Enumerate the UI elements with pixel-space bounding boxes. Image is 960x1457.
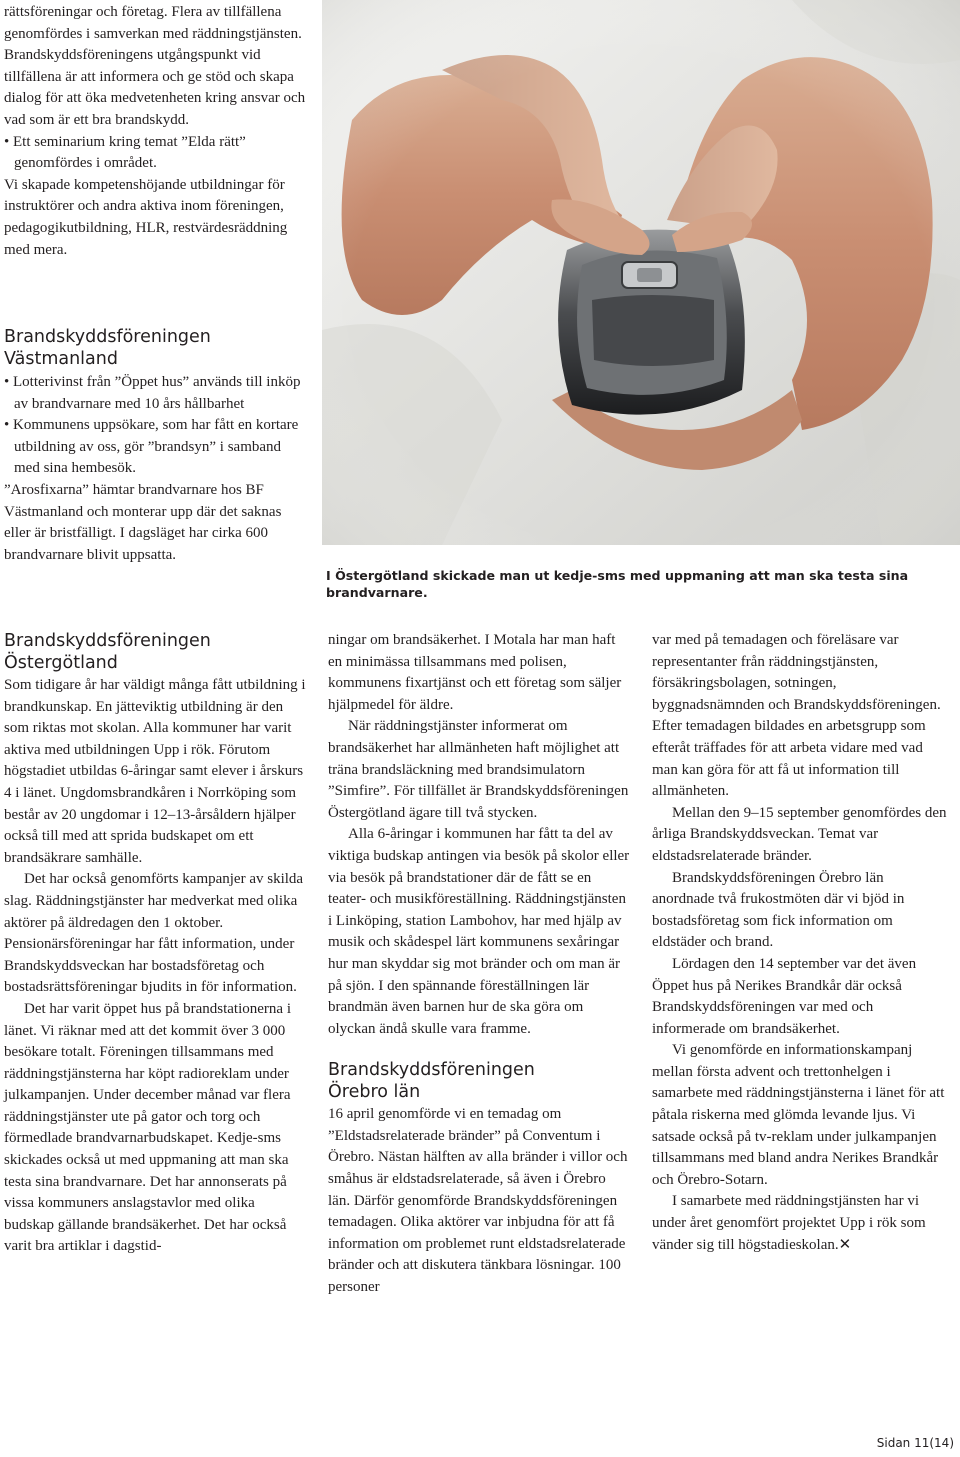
paragraph-col3-2: Mellan den 9–15 september genomfördes den årliga Brandskyddsveckan. Temat var eldstadsrelaterade bränder. [652, 804, 947, 864]
paragraph-col3-6 [652, 1191, 948, 1256]
section-vastmanland [4, 326, 309, 566]
bullet-uppsokare: • Kommunens uppsökare, som har fått en kortare utbildning av oss, gör ”brandsyn” i samband med sina hembesök. [4, 417, 299, 477]
paragraph-competence: Vi skapade kompetenshöjande utbildningar för instruktörer och andra aktiva inom föreningen, pedagogikutbildning, HLR, restvärdesräddning med mera. [4, 176, 288, 258]
page-number: Sidan 11(14) [876, 1436, 954, 1450]
photo-caption: I Östergötland skickade man ut kedje-sms med uppmaning att man ska testa sina brandvarnare. [326, 568, 909, 600]
paragraph-ostergotland-3: Det har varit öppet hus på brandstationerna i länet. Vi räknar med att det kommit över 3 000 besökare totalt. Föreningen tillsammans med räddningstjänsterna har köpt radioreklam under julkampanjen. Under december månad var flera räddningstjänster ute på gator och torg och förmedlade brandvarnarbudskapet. Kedje-sms skickades också ut med uppmaning att man ska testa sina brandvarnare. Det har annonserats på vissa kommuners anslagstavlor med olika budskap gällande brandsäkerhet. Det har också varit bra artiklar i dagstid- [4, 1000, 291, 1255]
heading-orebro-line2: Örebro län [328, 1082, 421, 1103]
bullet-lottery: • Lotterivinst från ”Öppet hus” används till inköp av brandvarnare med 10 års hållbarhet [4, 374, 301, 412]
paragraph-col2-1: ningar om brandsäkerhet. I Motala har man haft en minimässa tillsammans med polisen, kommunens fixartjänst och ett företag som säljer hjälpmedel för äldre. [328, 632, 622, 713]
section-ostergotland [4, 630, 306, 1258]
paragraph-col2-2: När räddningstjänster informerat om brandsäkerhet har allmänheten haft möjlighet att träna brandsläckning med brandsimulatorn ”Simfire”. För tillfället är Brandskyddsföreningen Östergötland ägare till två stycken. [328, 718, 629, 821]
paragraph-col3-5: Vi genomförde en informationskampanj mellan första advent och trettonhelgen i samarbete med räddningstjänsterna i länet för att påtala riskerna med glömda levande ljus. Vi satsade också på tv-reklam under julkampanjen tillsammans med bland andra Nerikes Brandkår och Örebro-Sotarn. [652, 1042, 945, 1188]
end-mark-icon: ✕ [838, 1236, 852, 1253]
paragraph-ostergotland-1: Som tidigare år har väldigt många fått utbildning i brandkunskap. En jätteviktig utbildning är den som riktas mot skolan. Alla kommuner har varit aktiva med utbildningen Upp i rök. Förutom högstadiet utbildas 6-åringar samt elever i årskurs 4 i länet. Ungdomsbrandkåren i Norrköping som består av 20 ungdomar i 12–13-årsåldern hjälper också till med att sprida budskapet om ett brandsäkrare samhälle. [4, 677, 306, 866]
photo-hands-phone [322, 0, 960, 545]
paragraph-col3-4: Lördagen den 14 september var det även Öppet hus på Nerikes Brandkår där också Brandskyddsföreningen var med och informerade om brandsäkerhet. [652, 955, 917, 1037]
column-1-top [4, 2, 309, 261]
heading-vastmanland-line2: Västmanland [4, 349, 118, 369]
heading-vastmanland-line1: Brandskyddsföreningen [4, 327, 211, 347]
paragraph-arosfixarna: ”Arosfixarna” hämtar brandvarnare hos BF Västmanland och monterar upp där det saknas eller är bristfälligt. I dagsläget har cirka 600 brandvarnare blivit uppsatta. [4, 481, 282, 563]
bullet-seminar: • Ett seminarium kring temat ”Elda rätt” genomfördes i området. [4, 133, 246, 172]
column-3 [652, 630, 948, 1256]
paragraph-col3-6-text: I samarbete med räddningstjänsten har vi under året genomfört projektet Upp i rök som vänder sig till högstadieskolan. [652, 1193, 926, 1253]
column-2 [328, 630, 630, 1299]
paragraph-col3-1: var med på temadagen och föreläsare var representanter från räddningstjänsten, försäkringsbolagen, sotningen, byggnadsnämnden och Brandskyddsföreningen. Efter temadagen bildades en arbetsgrupp som efteråt träffades för att arbeta vidare med vad man kan göra för att få ut information till allmänheten. [652, 632, 941, 800]
heading-orebro-line1: Brandskyddsföreningen [328, 1060, 535, 1081]
paragraph-col3-3: Brandskyddsföreningen Örebro län anordnade två frukostmöten där vi bjöd in bostadsföretag som fick information om eldstäder och brand. [652, 869, 905, 951]
intro-paragraph: rättsföreningar och företag. Flera av tillfällena genomfördes i samverkan med räddningstjänsten. Brandskyddsföreningens utgångspunkt vid tillfällena är att informera och ge stöd och skapa dialog för att öka medvetenheten kring ansvar och vad som är ett bra brandskydd. [4, 4, 306, 128]
paragraph-col2-4: 16 april genomförde vi en temadag om ”Eldstadsrelaterade bränder” på Conventum i Örebro. Nästan hälften av alla bränder i villor och småhus är eldstadsrelaterade, så även i Örebro län. Därför genomförde Brandskyddsföreningen temadagen. Olika aktörer var inbjudna för att få information om problemet runt eldstadsrelaterade bränder och att diskutera tänkbara lösningar. 100 personer [328, 1106, 628, 1296]
paragraph-col2-3: Alla 6-åringar i kommunen har fått ta del av viktiga budskap antingen via besök på skolor eller via besök på brandstationer där de fått se en teater- och musikföreställning. Räddningstjänsten i Linköping, station Lambohov, har med hjälp av musik och skådespel lärt kommunens sexåringar hur man skyddar sig mot bränder och om man är på sjön. I den spännande föreställningen lär brandmän även barnen hur de ska göra om olyckan ändå skulle vara framme. [328, 826, 630, 1037]
heading-ostergotland-line2: Östergötland [4, 653, 118, 673]
heading-ostergotland-line1: Brandskyddsföreningen [4, 631, 211, 651]
paragraph-ostergotland-2: Det har också genomförts kampanjer av skilda slag. Räddningstjänster har medverkat med olika aktörer på äldredagen den 1 oktober. Pensionärsföreningar har fått information, under Brandskyddsveckan har bostadsföretag och bostadsrättsföreningar bjudits in för information. [4, 871, 304, 996]
